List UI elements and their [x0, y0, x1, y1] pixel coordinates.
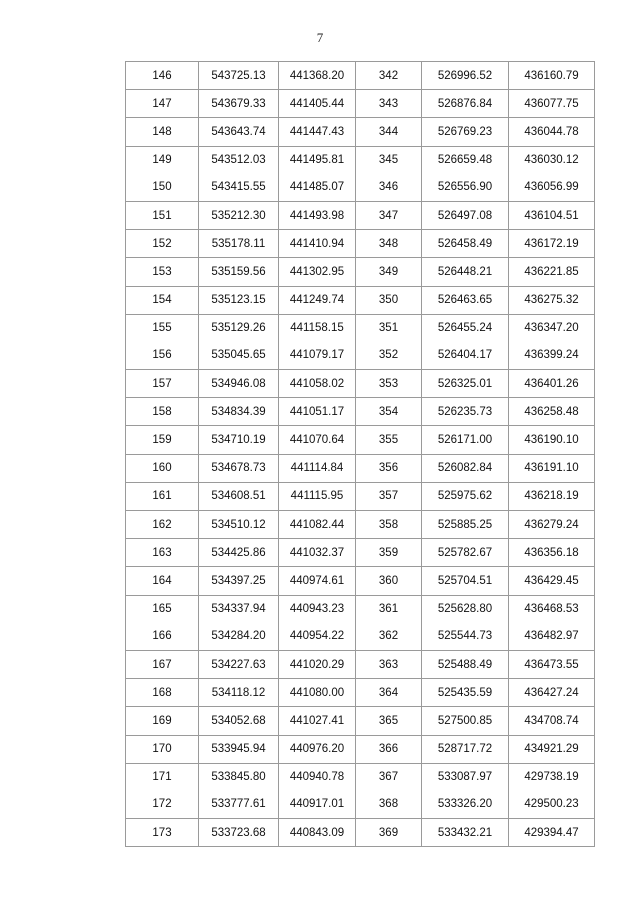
point-number-left: 166 — [126, 623, 199, 651]
x-coordinate-right: 525885.25 — [422, 511, 509, 539]
y-coordinate-right: 436030.12 — [509, 146, 595, 174]
point-number-left: 154 — [126, 286, 199, 314]
x-coordinate-right: 533326.20 — [422, 791, 509, 819]
x-coordinate-right: 526463.65 — [422, 286, 509, 314]
x-coordinate-right: 526876.84 — [422, 90, 509, 118]
x-coordinate-left: 534946.08 — [199, 370, 279, 398]
y-coordinate-right: 434708.74 — [509, 707, 595, 735]
point-number-right: 368 — [356, 791, 422, 819]
x-coordinate-right: 525544.73 — [422, 623, 509, 651]
y-coordinate-left: 441079.17 — [279, 342, 356, 370]
y-coordinate-left: 441080.00 — [279, 679, 356, 707]
point-number-right: 367 — [356, 763, 422, 791]
x-coordinate-left: 534425.86 — [199, 539, 279, 567]
point-number-right: 355 — [356, 426, 422, 454]
y-coordinate-right: 436172.19 — [509, 230, 595, 258]
point-number-right: 345 — [356, 146, 422, 174]
x-coordinate-right: 526235.73 — [422, 398, 509, 426]
point-number-right: 346 — [356, 174, 422, 202]
point-number-right: 352 — [356, 342, 422, 370]
x-coordinate-left: 533723.68 — [199, 819, 279, 847]
x-coordinate-left: 534284.20 — [199, 623, 279, 651]
table-row — [126, 286, 595, 314]
x-coordinate-right: 525435.59 — [422, 679, 509, 707]
x-coordinate-left: 534227.63 — [199, 650, 279, 678]
x-coordinate-right: 526448.21 — [422, 258, 509, 286]
x-coordinate-right: 533432.21 — [422, 819, 509, 847]
y-coordinate-right: 436160.79 — [509, 62, 595, 90]
table-row — [126, 146, 595, 174]
x-coordinate-left: 535159.56 — [199, 258, 279, 286]
x-coordinate-left: 533845.80 — [199, 763, 279, 791]
table-row — [126, 679, 595, 707]
y-coordinate-left: 440940.78 — [279, 763, 356, 791]
x-coordinate-left: 535212.30 — [199, 201, 279, 229]
x-coordinate-right: 526404.17 — [422, 342, 509, 370]
point-number-right: 347 — [356, 201, 422, 229]
y-coordinate-left: 441158.15 — [279, 314, 356, 342]
point-number-left: 161 — [126, 482, 199, 510]
y-coordinate-left: 441485.07 — [279, 174, 356, 202]
table-row — [126, 90, 595, 118]
point-number-left: 171 — [126, 763, 199, 791]
x-coordinate-left: 534608.51 — [199, 482, 279, 510]
y-coordinate-right: 429738.19 — [509, 763, 595, 791]
y-coordinate-right: 436429.45 — [509, 567, 595, 595]
point-number-left: 151 — [126, 201, 199, 229]
point-number-left: 155 — [126, 314, 199, 342]
x-coordinate-right: 533087.97 — [422, 763, 509, 791]
x-coordinate-left: 534510.12 — [199, 511, 279, 539]
x-coordinate-left: 543679.33 — [199, 90, 279, 118]
point-number-right: 354 — [356, 398, 422, 426]
y-coordinate-left: 441410.94 — [279, 230, 356, 258]
page-number: 7 — [316, 30, 324, 45]
y-coordinate-left: 440943.23 — [279, 595, 356, 623]
y-coordinate-right: 436401.26 — [509, 370, 595, 398]
point-number-left: 160 — [126, 454, 199, 482]
point-number-left: 164 — [126, 567, 199, 595]
y-coordinate-right: 436468.53 — [509, 595, 595, 623]
x-coordinate-left: 535129.26 — [199, 314, 279, 342]
point-number-left: 148 — [126, 118, 199, 146]
point-number-right: 366 — [356, 735, 422, 763]
point-number-right: 353 — [356, 370, 422, 398]
y-coordinate-right: 436221.85 — [509, 258, 595, 286]
x-coordinate-right: 525628.80 — [422, 595, 509, 623]
point-number-right: 360 — [356, 567, 422, 595]
x-coordinate-left: 534118.12 — [199, 679, 279, 707]
point-number-right: 369 — [356, 819, 422, 847]
y-coordinate-left: 441082.44 — [279, 511, 356, 539]
table-row — [126, 258, 595, 286]
point-number-left: 162 — [126, 511, 199, 539]
point-number-left: 169 — [126, 707, 199, 735]
point-number-right: 363 — [356, 650, 422, 678]
point-number-right: 362 — [356, 623, 422, 651]
table-row — [126, 118, 595, 146]
x-coordinate-left: 543415.55 — [199, 174, 279, 202]
x-coordinate-left: 535178.11 — [199, 230, 279, 258]
x-coordinate-right: 525782.67 — [422, 539, 509, 567]
point-number-right: 358 — [356, 511, 422, 539]
point-number-left: 168 — [126, 679, 199, 707]
point-number-right: 344 — [356, 118, 422, 146]
x-coordinate-right: 526171.00 — [422, 426, 509, 454]
y-coordinate-left: 440843.09 — [279, 819, 356, 847]
point-number-left: 173 — [126, 819, 199, 847]
y-coordinate-left: 441115.95 — [279, 482, 356, 510]
table-row — [126, 539, 595, 567]
table-row — [126, 201, 595, 229]
point-number-right: 357 — [356, 482, 422, 510]
coordinates-table — [125, 61, 595, 847]
y-coordinate-left: 440917.01 — [279, 791, 356, 819]
x-coordinate-left: 535045.65 — [199, 342, 279, 370]
y-coordinate-right: 436399.24 — [509, 342, 595, 370]
y-coordinate-left: 441495.81 — [279, 146, 356, 174]
x-coordinate-left: 533945.94 — [199, 735, 279, 763]
table-row — [126, 819, 595, 847]
x-coordinate-left: 543643.74 — [199, 118, 279, 146]
y-coordinate-right: 436427.24 — [509, 679, 595, 707]
table-row — [126, 511, 595, 539]
point-number-right: 349 — [356, 258, 422, 286]
x-coordinate-right: 525704.51 — [422, 567, 509, 595]
y-coordinate-left: 441020.29 — [279, 650, 356, 678]
x-coordinate-right: 528717.72 — [422, 735, 509, 763]
y-coordinate-left: 441249.74 — [279, 286, 356, 314]
point-number-left: 165 — [126, 595, 199, 623]
table-row — [126, 707, 595, 735]
y-coordinate-left: 440974.61 — [279, 567, 356, 595]
point-number-right: 365 — [356, 707, 422, 735]
y-coordinate-left: 441302.95 — [279, 258, 356, 286]
y-coordinate-right: 436482.97 — [509, 623, 595, 651]
table-row — [126, 314, 595, 342]
point-number-left: 170 — [126, 735, 199, 763]
y-coordinate-left: 441032.37 — [279, 539, 356, 567]
x-coordinate-right: 526458.49 — [422, 230, 509, 258]
y-coordinate-right: 436190.10 — [509, 426, 595, 454]
y-coordinate-right: 436347.20 — [509, 314, 595, 342]
point-number-right: 343 — [356, 90, 422, 118]
x-coordinate-left: 534397.25 — [199, 567, 279, 595]
y-coordinate-left: 441368.20 — [279, 62, 356, 90]
point-number-right: 348 — [356, 230, 422, 258]
x-coordinate-left: 543512.03 — [199, 146, 279, 174]
coordinates-table-body — [126, 62, 595, 847]
y-coordinate-right: 436275.32 — [509, 286, 595, 314]
table-row — [126, 595, 595, 623]
y-coordinate-right: 436258.48 — [509, 398, 595, 426]
point-number-right: 361 — [356, 595, 422, 623]
point-number-right: 351 — [356, 314, 422, 342]
x-coordinate-right: 526325.01 — [422, 370, 509, 398]
x-coordinate-right: 526659.48 — [422, 146, 509, 174]
x-coordinate-left: 543725.13 — [199, 62, 279, 90]
y-coordinate-right: 436056.99 — [509, 174, 595, 202]
y-coordinate-left: 441058.02 — [279, 370, 356, 398]
y-coordinate-left: 440954.22 — [279, 623, 356, 651]
point-number-left: 150 — [126, 174, 199, 202]
x-coordinate-left: 534678.73 — [199, 454, 279, 482]
table-row — [126, 342, 595, 370]
y-coordinate-left: 441051.17 — [279, 398, 356, 426]
x-coordinate-right: 526996.52 — [422, 62, 509, 90]
y-coordinate-right: 436356.18 — [509, 539, 595, 567]
table-row — [126, 482, 595, 510]
y-coordinate-left: 441493.98 — [279, 201, 356, 229]
x-coordinate-right: 526556.90 — [422, 174, 509, 202]
point-number-right: 364 — [356, 679, 422, 707]
point-number-right: 356 — [356, 454, 422, 482]
point-number-left: 158 — [126, 398, 199, 426]
x-coordinate-right: 525488.49 — [422, 650, 509, 678]
point-number-left: 149 — [126, 146, 199, 174]
x-coordinate-right: 527500.85 — [422, 707, 509, 735]
table-row — [126, 174, 595, 202]
x-coordinate-left: 533777.61 — [199, 791, 279, 819]
point-number-left: 152 — [126, 230, 199, 258]
y-coordinate-right: 429500.23 — [509, 791, 595, 819]
x-coordinate-right: 526769.23 — [422, 118, 509, 146]
point-number-left: 163 — [126, 539, 199, 567]
x-coordinate-left: 534052.68 — [199, 707, 279, 735]
y-coordinate-right: 429394.47 — [509, 819, 595, 847]
point-number-right: 342 — [356, 62, 422, 90]
y-coordinate-right: 436279.24 — [509, 511, 595, 539]
x-coordinate-left: 534834.39 — [199, 398, 279, 426]
point-number-left: 156 — [126, 342, 199, 370]
table-row — [126, 735, 595, 763]
y-coordinate-right: 434921.29 — [509, 735, 595, 763]
table-row — [126, 763, 595, 791]
x-coordinate-right: 525975.62 — [422, 482, 509, 510]
x-coordinate-left: 534337.94 — [199, 595, 279, 623]
y-coordinate-left: 440976.20 — [279, 735, 356, 763]
point-number-left: 167 — [126, 650, 199, 678]
point-number-left: 146 — [126, 62, 199, 90]
y-coordinate-left: 441070.64 — [279, 426, 356, 454]
x-coordinate-left: 535123.15 — [199, 286, 279, 314]
point-number-left: 159 — [126, 426, 199, 454]
y-coordinate-right: 436473.55 — [509, 650, 595, 678]
table-row — [126, 62, 595, 90]
y-coordinate-left: 441114.84 — [279, 454, 356, 482]
x-coordinate-left: 534710.19 — [199, 426, 279, 454]
y-coordinate-right: 436044.78 — [509, 118, 595, 146]
table-row — [126, 791, 595, 819]
x-coordinate-right: 526082.84 — [422, 454, 509, 482]
y-coordinate-left: 441447.43 — [279, 118, 356, 146]
y-coordinate-right: 436218.19 — [509, 482, 595, 510]
y-coordinate-left: 441405.44 — [279, 90, 356, 118]
table-row — [126, 370, 595, 398]
y-coordinate-left: 441027.41 — [279, 707, 356, 735]
table-row — [126, 426, 595, 454]
y-coordinate-right: 436191.10 — [509, 454, 595, 482]
y-coordinate-right: 436077.75 — [509, 90, 595, 118]
point-number-left: 153 — [126, 258, 199, 286]
point-number-left: 172 — [126, 791, 199, 819]
table-row — [126, 230, 595, 258]
y-coordinate-right: 436104.51 — [509, 201, 595, 229]
point-number-right: 350 — [356, 286, 422, 314]
table-row — [126, 650, 595, 678]
point-number-left: 157 — [126, 370, 199, 398]
x-coordinate-right: 526455.24 — [422, 314, 509, 342]
x-coordinate-right: 526497.08 — [422, 201, 509, 229]
table-row — [126, 567, 595, 595]
point-number-left: 147 — [126, 90, 199, 118]
table-row — [126, 623, 595, 651]
table-row — [126, 398, 595, 426]
point-number-right: 359 — [356, 539, 422, 567]
table-row — [126, 454, 595, 482]
